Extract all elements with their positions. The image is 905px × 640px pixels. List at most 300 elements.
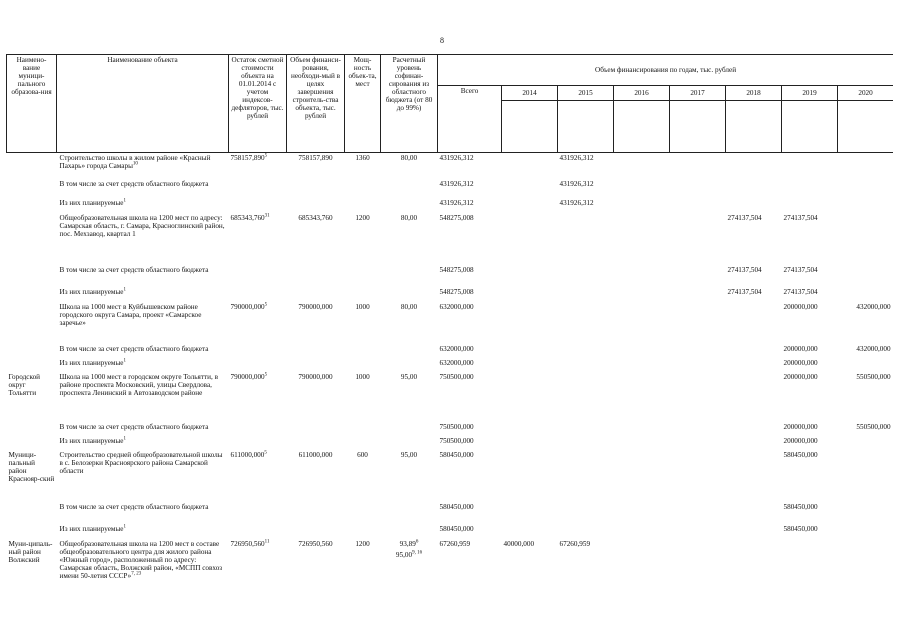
year-2019-cell-text: 200000,000 — [783, 372, 818, 381]
remaining-cost-cell — [229, 372, 287, 422]
footnote-ref: 1 — [123, 287, 126, 293]
cofinancing-cell — [381, 358, 438, 372]
year-2019-cell — [782, 153, 838, 179]
year-2020-cell — [838, 344, 894, 358]
financing-table-sheet — [6, 54, 893, 640]
table-row — [7, 422, 894, 436]
year-2018-cell — [726, 358, 782, 372]
volume-needed-cell — [287, 524, 345, 539]
remaining-cost-cell — [229, 358, 287, 372]
capacity-cell — [345, 422, 381, 436]
year-2018-cell — [726, 524, 782, 539]
year-2015-cell — [558, 213, 614, 265]
remaining-cost-cell — [229, 344, 287, 358]
object-name-cell — [57, 436, 229, 450]
object-name-cell — [57, 179, 229, 198]
cofinancing-cell — [381, 450, 438, 502]
remaining-cost-cell — [229, 179, 287, 198]
remaining-cost-cell — [229, 153, 287, 179]
year-2018-cell-text: 274137,504 — [727, 265, 762, 274]
capacity-cell — [345, 179, 381, 198]
table-row — [7, 302, 894, 344]
cofinancing-value: 80,00 — [400, 302, 418, 311]
year-2019-cell-text: 200000,000 — [783, 422, 818, 431]
remaining-cost-cell — [229, 450, 287, 502]
total-cell — [438, 344, 502, 358]
cofinancing-cell — [381, 179, 438, 198]
year-2016-cell — [614, 287, 670, 302]
cofinancing-value: 95,00 — [400, 450, 418, 459]
year-2019-cell-text: 200000,000 — [783, 302, 818, 311]
year-2018-cell — [726, 213, 782, 265]
cofinancing-value: 80,00 — [400, 213, 418, 222]
total-cell-text: 580450,000 — [439, 502, 474, 511]
municipality-cell — [7, 502, 57, 524]
object-name-cell-text: Школа на 1000 мест в Куйбышевском районе городского округа Самара, проект «Самарское заречье» — [59, 302, 202, 327]
year-2018-cell — [726, 450, 782, 502]
year-2018-cell — [726, 436, 782, 450]
table-row — [7, 436, 894, 450]
object-name-cell — [57, 450, 229, 502]
table-row — [7, 524, 894, 539]
footnote-ref: 5 — [264, 302, 268, 308]
footnote-ref: 1 — [123, 198, 126, 204]
year-2015-cell — [558, 198, 614, 213]
table-row — [7, 539, 894, 609]
volume-needed-cell — [287, 179, 345, 198]
municipality-cell-text: Муни-ципаль-ный район Волжский — [8, 539, 53, 564]
year-2017-cell — [670, 213, 726, 265]
volume-needed-cell — [287, 265, 345, 287]
year-2018-cell-text: 274137,504 — [727, 213, 762, 222]
cofinancing-cell — [381, 372, 438, 422]
municipality-cell-text: Муници-пальный район Краснояр-ский — [8, 450, 55, 483]
year-2016-cell — [614, 153, 670, 179]
col-header-2016: 2016 — [614, 86, 670, 101]
total-cell — [438, 287, 502, 302]
footnote-ref: 7, 23 — [131, 571, 142, 577]
footnote-ref: 6 — [415, 539, 419, 545]
year-2014-cell-text: 40000,000 — [503, 539, 535, 548]
col-header-volume-needed: Объем финанси-рования, необходи-мый в целях завершения строитель-ства объекта, тыс. рублей — [287, 55, 345, 153]
total-cell-text: 548275,008 — [439, 213, 474, 222]
year-2017-cell — [670, 372, 726, 422]
col-header-2020: 2020 — [838, 86, 894, 101]
capacity-cell — [345, 198, 381, 213]
remaining-cost-cell — [229, 539, 287, 609]
year-2017-cell — [670, 287, 726, 302]
year-2020-cell — [838, 358, 894, 372]
total-cell-text: 431926,312 — [439, 179, 474, 188]
remaining-cost-cell-text: 758157,890 — [230, 154, 265, 162]
year-2015-cell — [558, 450, 614, 502]
col-header-total: Всего — [438, 86, 502, 153]
municipality-cell — [7, 436, 57, 450]
capacity-cell — [345, 344, 381, 358]
year-2015-cell — [558, 358, 614, 372]
volume-needed-cell — [287, 450, 345, 502]
municipality-cell — [7, 358, 57, 372]
cofinancing-cell — [381, 265, 438, 287]
municipality-cell — [7, 213, 57, 265]
year-2017-cell — [670, 502, 726, 524]
total-cell-text: 580450,000 — [439, 524, 474, 533]
cofinancing-cell — [381, 539, 438, 609]
object-name-cell — [57, 372, 229, 422]
footnote-ref: 1 — [123, 436, 126, 442]
year-2016-cell — [614, 265, 670, 287]
object-name-cell-text: Школа на 1000 мест в городском округе Тольятти, в районе проспекта Московский, улицы Свердлова, проспекта Ленинский в Автозаводском районе — [59, 372, 218, 397]
object-name-cell-text: В том числе за счет средств областного бюджета — [59, 179, 209, 188]
year-2019-cell — [782, 372, 838, 422]
year-2014-cell — [502, 287, 558, 302]
total-cell-text: 548275,008 — [439, 287, 474, 296]
col-header-2018: 2018 — [726, 86, 782, 101]
year-2015-cell — [558, 372, 614, 422]
year-2017-cell — [670, 153, 726, 179]
total-cell-text: 548275,008 — [439, 265, 474, 274]
cofinancing-cell — [381, 502, 438, 524]
year-2018-cell — [726, 153, 782, 179]
year-2018-cell — [726, 372, 782, 422]
volume-needed-cell-text: 758157,890 — [298, 154, 333, 162]
object-name-cell — [57, 213, 229, 265]
total-cell — [438, 153, 502, 179]
footnote-ref: 5 — [264, 153, 268, 159]
table-row — [7, 153, 894, 179]
footnote-ref: 1 — [123, 524, 126, 530]
volume-needed-cell-text: 790000,000 — [298, 372, 333, 381]
remaining-cost-cell — [229, 436, 287, 450]
table-row — [7, 344, 894, 358]
col-header-years-group: Объем финансирования по годам, тыс. рублей — [438, 55, 894, 86]
year-2014-cell — [502, 179, 558, 198]
cofinancing-cell — [381, 213, 438, 265]
total-cell-text: 750500,000 — [439, 436, 474, 445]
year-2020-cell — [838, 450, 894, 502]
year-2017-cell — [670, 524, 726, 539]
year-2020-cell — [838, 198, 894, 213]
year-2014-cell — [502, 502, 558, 524]
total-cell-text: 580450,000 — [439, 450, 474, 459]
total-cell-text: 750500,000 — [439, 422, 474, 431]
year-2020-cell — [838, 539, 894, 609]
year-2020-cell — [838, 302, 894, 344]
table-row — [7, 358, 894, 372]
total-cell — [438, 213, 502, 265]
capacity-cell — [345, 265, 381, 287]
object-name-cell — [57, 287, 229, 302]
municipality-cell — [7, 539, 57, 609]
object-name-cell — [57, 358, 229, 372]
year-2019-cell-text: 274137,504 — [783, 287, 818, 296]
capacity-cell — [345, 213, 381, 265]
page-number: 8 — [440, 36, 444, 45]
remaining-cost-cell — [229, 524, 287, 539]
year-2016-cell — [614, 358, 670, 372]
object-name-cell-text: Из них планируемые — [59, 524, 124, 533]
col-header-2014: 2014 — [502, 86, 558, 101]
remaining-cost-cell — [229, 302, 287, 344]
year-2016-cell — [614, 450, 670, 502]
remaining-cost-cell — [229, 198, 287, 213]
table-row — [7, 179, 894, 198]
cofinancing-value: 93,89 — [399, 539, 416, 548]
total-cell — [438, 524, 502, 539]
object-name-cell-text: В том числе за счет средств областного бюджета — [59, 502, 209, 511]
volume-needed-cell-text: 726950,560 — [298, 539, 333, 548]
year-2020-cell — [838, 265, 894, 287]
municipality-cell — [7, 265, 57, 287]
municipality-cell — [7, 422, 57, 436]
year-2018-cell — [726, 265, 782, 287]
municipality-cell — [7, 524, 57, 539]
year-2015-cell — [558, 344, 614, 358]
year-2015-cell — [558, 436, 614, 450]
year-2015-cell — [558, 539, 614, 609]
year-2019-cell-text: 200000,000 — [783, 358, 818, 367]
year-2017-cell — [670, 265, 726, 287]
year-2016-cell — [614, 422, 670, 436]
year-2017-cell — [670, 422, 726, 436]
cofinancing-cell — [381, 153, 438, 179]
year-2015-cell-text: 431926,312 — [559, 179, 594, 188]
year-2014-cell — [502, 436, 558, 450]
object-name-cell-text: Строительство школы в жилом районе «Красный Пахарь» города Самары — [59, 154, 211, 170]
cofinancing-cell — [381, 287, 438, 302]
year-2014-cell — [502, 213, 558, 265]
footnote-ref: 10 — [132, 161, 138, 167]
year-2019-cell-text: 580450,000 — [783, 502, 818, 511]
year-2016-cell — [614, 179, 670, 198]
municipality-cell — [7, 287, 57, 302]
municipality-cell — [7, 302, 57, 344]
table-body — [7, 153, 894, 609]
object-name-cell — [57, 502, 229, 524]
year-2018-cell — [726, 302, 782, 344]
object-name-cell — [57, 524, 229, 539]
volume-needed-cell-text: 790000,000 — [298, 302, 333, 311]
total-cell — [438, 436, 502, 450]
year-2015-cell — [558, 287, 614, 302]
year-2016-cell — [614, 436, 670, 450]
remaining-cost-cell-text: 685343,760 — [230, 213, 265, 222]
object-name-cell — [57, 539, 229, 609]
remaining-cost-cell — [229, 265, 287, 287]
year-2016-cell — [614, 344, 670, 358]
remaining-cost-cell-text: 726950,560 — [230, 539, 265, 548]
table-row — [7, 450, 894, 502]
year-2019-cell — [782, 213, 838, 265]
object-name-cell-text: Из них планируемые — [59, 287, 124, 296]
capacity-cell — [345, 436, 381, 450]
year-2014-cell — [502, 524, 558, 539]
year-2014-cell — [502, 539, 558, 609]
cofinancing-cell — [381, 436, 438, 450]
year-2017-cell — [670, 358, 726, 372]
year-2017-cell — [670, 302, 726, 344]
cofinancing-cell — [381, 344, 438, 358]
total-cell — [438, 198, 502, 213]
total-cell-text: 431926,312 — [439, 198, 474, 207]
total-cell — [438, 179, 502, 198]
object-name-cell-text: В том числе за счет средств областного бюджета — [59, 344, 209, 353]
year-2015-cell — [558, 422, 614, 436]
year-2018-cell — [726, 198, 782, 213]
total-cell — [438, 372, 502, 422]
volume-needed-cell — [287, 344, 345, 358]
capacity-cell — [345, 302, 381, 344]
total-cell-text: 632000,000 — [439, 358, 474, 367]
year-2018-cell — [726, 179, 782, 198]
volume-needed-cell — [287, 198, 345, 213]
municipality-cell — [7, 153, 57, 179]
year-2020-cell — [838, 372, 894, 422]
year-2016-cell — [614, 539, 670, 609]
municipality-cell — [7, 179, 57, 198]
object-name-cell — [57, 302, 229, 344]
year-2019-cell — [782, 450, 838, 502]
year-2019-cell — [782, 344, 838, 358]
year-2019-cell — [782, 358, 838, 372]
year-2014-cell — [502, 198, 558, 213]
footnote-ref: 5 — [264, 450, 267, 456]
year-2020-cell — [838, 179, 894, 198]
remaining-cost-cell-text: 611000,000 — [230, 450, 265, 459]
year-2015-cell-text: 67260,959 — [559, 539, 591, 548]
year-2020-cell-text: 432000,000 — [856, 344, 891, 353]
year-2016-cell — [614, 372, 670, 422]
object-name-cell-text: Строительство средней общеобразовательной школы в с. Белозерки Красноярского района Самарской области — [59, 450, 223, 475]
cofinancing-cell — [381, 198, 438, 213]
year-2015-cell-text: 431926,312 — [559, 154, 594, 162]
col-header-cofinancing: Расчетный уровень софинан-сирования из областного бюджета (от 80 до 99%) — [381, 55, 438, 153]
year-2020-cell-text: 550500,000 — [856, 422, 891, 431]
municipality-cell-text: Городской округ Тольятти — [8, 372, 41, 397]
year-2020-cell — [838, 287, 894, 302]
capacity-cell-text: 1000 — [355, 302, 370, 311]
year-2015-cell-text: 431926,312 — [559, 198, 594, 207]
year-2017-cell — [670, 539, 726, 609]
capacity-cell — [345, 524, 381, 539]
municipality-cell — [7, 344, 57, 358]
municipality-cell — [7, 450, 57, 502]
year-2019-cell — [782, 179, 838, 198]
year-2017-cell — [670, 436, 726, 450]
year-2019-cell-text: 274137,504 — [783, 265, 818, 274]
year-2018-cell — [726, 287, 782, 302]
year-2019-cell-text: 580450,000 — [783, 524, 818, 533]
total-cell — [438, 302, 502, 344]
year-2020-cell — [838, 436, 894, 450]
object-name-cell-text: Из них планируемые — [59, 198, 124, 207]
year-2020-cell — [838, 213, 894, 265]
year-2015-cell — [558, 153, 614, 179]
cofinancing-value: 95,00 — [400, 372, 418, 381]
object-name-cell-text: В том числе за счет средств областного бюджета — [59, 265, 209, 274]
year-2015-cell — [558, 179, 614, 198]
col-header-remaining: Остаток сметной стоимости объекта на 01.01.2014 с учетом индексов-дефляторов, тыс. рублей — [229, 55, 287, 153]
volume-needed-cell — [287, 372, 345, 422]
capacity-cell — [345, 287, 381, 302]
volume-needed-cell — [287, 153, 345, 179]
col-header-2015: 2015 — [558, 86, 614, 101]
year-2019-cell-text: 200000,000 — [783, 436, 818, 445]
object-name-cell — [57, 198, 229, 213]
table-row — [7, 287, 894, 302]
total-cell-text: 750500,000 — [439, 372, 474, 381]
volume-needed-cell — [287, 436, 345, 450]
remaining-cost-cell — [229, 287, 287, 302]
volume-needed-cell-text: 685343,760 — [298, 213, 333, 222]
object-name-cell-text: Общеобразовательная школа на 1200 мест по адресу: Самарская область, г. Самара, Красноглинский район, пос. Мехзавод, квартал 1 — [59, 213, 225, 238]
year-2020-cell-text: 550500,000 — [856, 372, 891, 381]
col-header-municipality: Наимено-вание муници-пального образова-ния — [7, 55, 57, 153]
capacity-cell — [345, 153, 381, 179]
table-row — [7, 372, 894, 422]
year-2019-cell-text: 580450,000 — [783, 450, 818, 459]
capacity-cell-text: 1200 — [355, 213, 370, 222]
volume-needed-cell — [287, 358, 345, 372]
col-header-2019: 2019 — [782, 86, 838, 101]
object-name-cell-text: Из них планируемые — [59, 358, 124, 367]
capacity-cell-text: 1200 — [355, 539, 370, 548]
total-cell-text: 431926,312 — [439, 154, 474, 162]
municipality-cell — [7, 198, 57, 213]
remaining-cost-cell-text: 790000,000 — [230, 372, 265, 381]
year-2019-cell — [782, 436, 838, 450]
year-2014-cell — [502, 153, 558, 179]
year-2019-cell — [782, 287, 838, 302]
cofinancing-cell — [381, 302, 438, 344]
object-name-cell-text: Из них планируемые — [59, 436, 124, 445]
year-2019-cell — [782, 502, 838, 524]
volume-needed-cell-text: 611000,000 — [298, 450, 333, 459]
year-2014-cell — [502, 265, 558, 287]
year-2018-cell — [726, 422, 782, 436]
object-name-cell — [57, 422, 229, 436]
volume-needed-cell — [287, 422, 345, 436]
footnote-ref: 9, 16 — [412, 550, 423, 556]
year-2016-cell — [614, 198, 670, 213]
year-2020-cell-text: 432000,000 — [856, 302, 891, 311]
year-2014-cell — [502, 372, 558, 422]
year-2019-cell — [782, 524, 838, 539]
year-2019-cell — [782, 539, 838, 609]
table-row — [7, 265, 894, 287]
total-cell — [438, 450, 502, 502]
municipality-cell — [7, 372, 57, 422]
capacity-cell-text: 1000 — [355, 372, 370, 381]
year-2020-cell — [838, 422, 894, 436]
cofinancing-cell — [381, 524, 438, 539]
col-header-capacity: Мощ-ность объек-та, мест — [345, 55, 381, 153]
object-name-cell-text: В том числе за счет средств областного бюджета — [59, 422, 209, 431]
volume-needed-cell — [287, 287, 345, 302]
year-2019-cell — [782, 265, 838, 287]
year-2019-cell — [782, 422, 838, 436]
capacity-cell-text: 1360 — [355, 154, 370, 162]
year-2018-cell-text: 274137,504 — [727, 287, 762, 296]
year-2017-cell — [670, 344, 726, 358]
total-cell — [438, 265, 502, 287]
year-2018-cell — [726, 502, 782, 524]
table-row — [7, 213, 894, 265]
year-2016-cell — [614, 524, 670, 539]
year-2019-cell — [782, 198, 838, 213]
volume-needed-cell — [287, 302, 345, 344]
year-2020-cell — [838, 524, 894, 539]
